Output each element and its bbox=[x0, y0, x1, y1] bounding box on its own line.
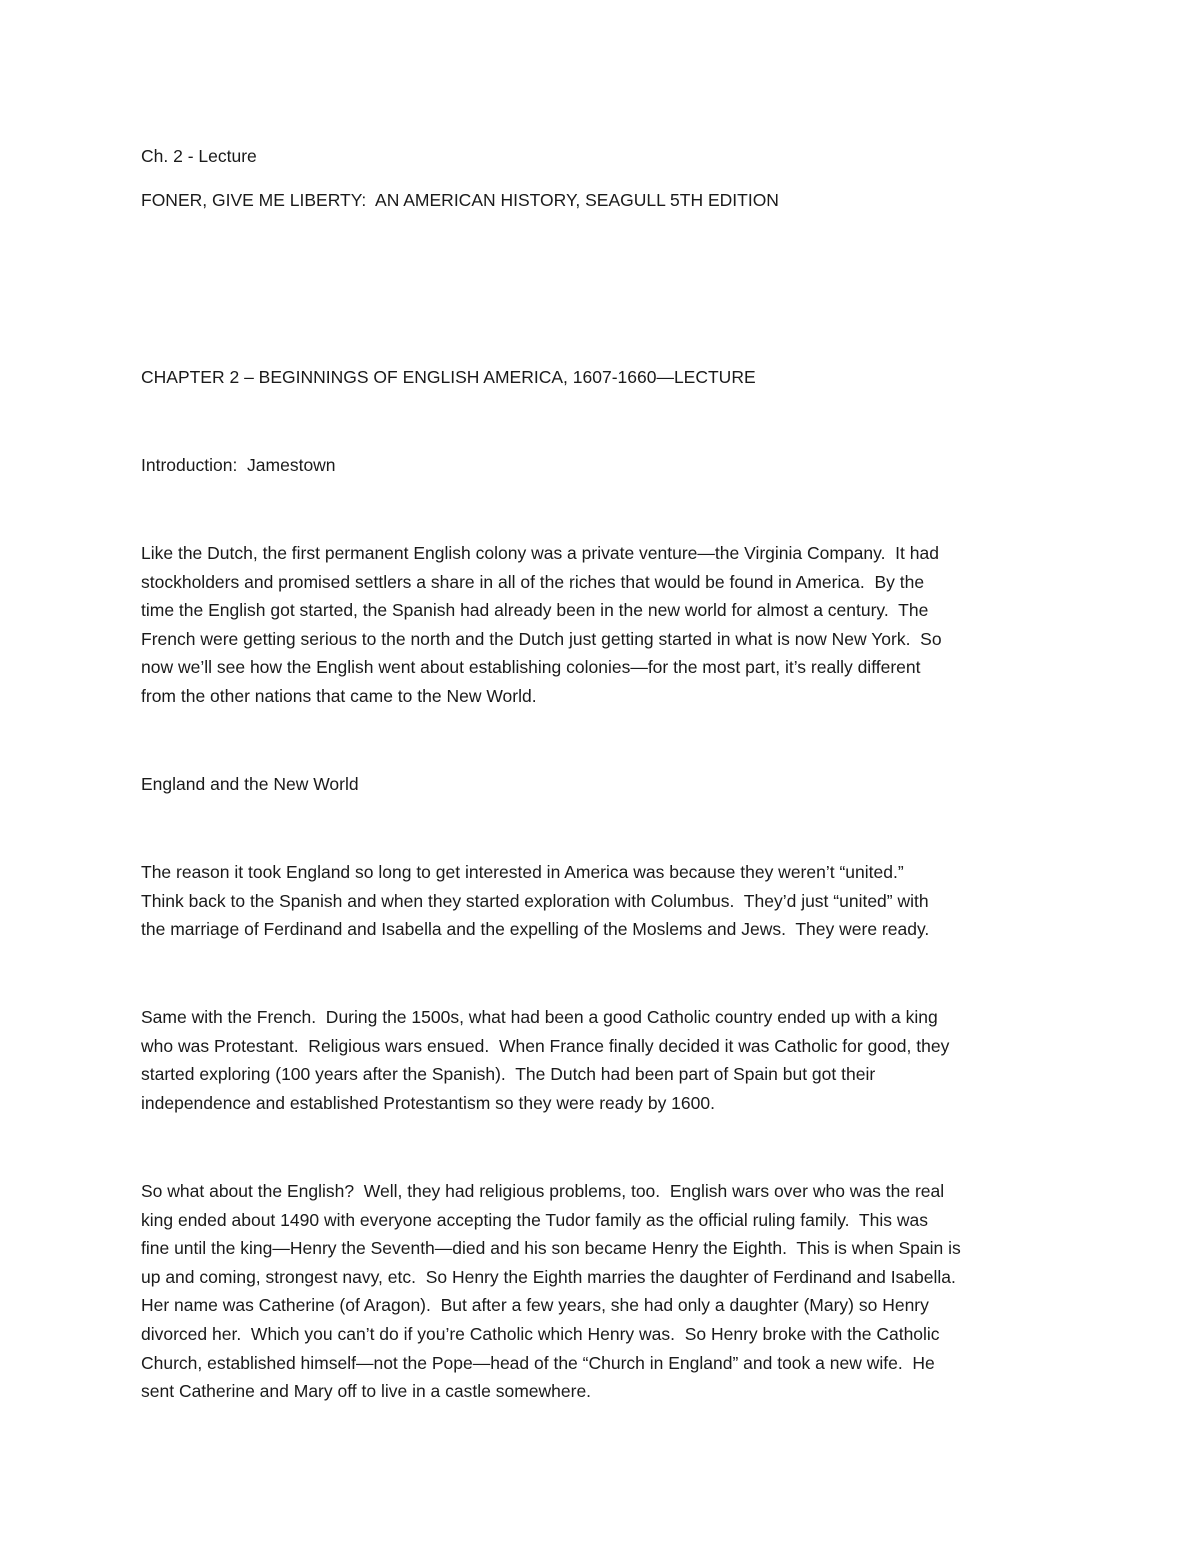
paragraph-line: independence and established Protestantism so they were ready by 1600. bbox=[141, 1092, 715, 1113]
section-heading-england: England and the New World bbox=[141, 774, 359, 794]
paragraph-line: started exploring (100 years after the Spanish). The Dutch had been part of Spain but got their bbox=[141, 1064, 876, 1085]
paragraph-line: the marriage of Ferdinand and Isabella and the expelling of the Moslems and Jews. They were ready. bbox=[141, 919, 930, 940]
paragraph-line: divorced her. Which you can’t do if you’re Catholic which Henry was. So Henry broke with the Catholic bbox=[141, 1323, 940, 1344]
chapter-heading: CHAPTER 2 – BEGINNINGS OF ENGLISH AMERICA, 1607-1660—LECTURE bbox=[141, 367, 756, 387]
paragraph-line: So what about the English? Well, they had religious problems, too. English wars over who was the real bbox=[141, 1181, 945, 1201]
paragraph-line: time the English got started, the Spanish had already been in the new world for almost a century. The bbox=[141, 600, 929, 621]
paragraph-french bbox=[141, 1003, 949, 1117]
paragraph-line: The reason it took England so long to get interested in America was because they weren’t “united.” bbox=[141, 862, 904, 882]
paragraph-line: up and coming, strongest navy, etc. So Henry the Eighth marries the daughter of Ferdinand and Isabella. bbox=[141, 1266, 956, 1287]
doc-title: Ch. 2 - Lecture bbox=[141, 146, 257, 166]
paragraph-line: Her name was Catherine (of Aragon). But after a few years, she had only a daughter (Mary) so Henry bbox=[141, 1295, 929, 1316]
paragraph-line: from the other nations that came to the New World. bbox=[141, 685, 537, 706]
paragraph-english bbox=[141, 1177, 961, 1406]
paragraph-line: Same with the French. During the 1500s, what had been a good Catholic country ended up with a king bbox=[141, 1007, 938, 1027]
paragraph-line: Like the Dutch, the first permanent English colony was a private venture—the Virginia Company. It had bbox=[141, 543, 939, 563]
paragraph-line: stockholders and promised settlers a share in all of the riches that would be found in America. By the bbox=[141, 571, 925, 592]
paragraph-jamestown bbox=[141, 539, 942, 711]
paragraph-line: sent Catherine and Mary off to live in a castle somewhere. bbox=[141, 1381, 592, 1402]
paragraph-line: Church, established himself—not the Pope—head of the “Church in England” and took a new wife. He bbox=[141, 1352, 935, 1373]
paragraph-line: Think back to the Spanish and when they started exploration with Columbus. They’d just “united” with bbox=[141, 890, 929, 911]
section-heading-introduction: Introduction: Jamestown bbox=[141, 455, 336, 475]
paragraph-line: now we’ll see how the English went about establishing colonies—for the most part, it’s really different bbox=[141, 657, 921, 678]
paragraph-united bbox=[141, 858, 929, 944]
paragraph-line: French were getting serious to the north and the Dutch just getting started in what is now New York. So bbox=[141, 628, 942, 649]
paragraph-line: fine until the king—Henry the Seventh—died and his son became Henry the Eighth. This is when Spain is bbox=[141, 1238, 961, 1259]
paragraph-line: who was Protestant. Religious wars ensued. When France finally decided it was Catholic for good, they bbox=[141, 1035, 950, 1056]
paragraph-line: king ended about 1490 with everyone accepting the Tudor family as the official ruling family. This was bbox=[141, 1209, 928, 1230]
book-title: FONER, GIVE ME LIBERTY: AN AMERICAN HISTORY, SEAGULL 5TH EDITION bbox=[141, 190, 779, 210]
